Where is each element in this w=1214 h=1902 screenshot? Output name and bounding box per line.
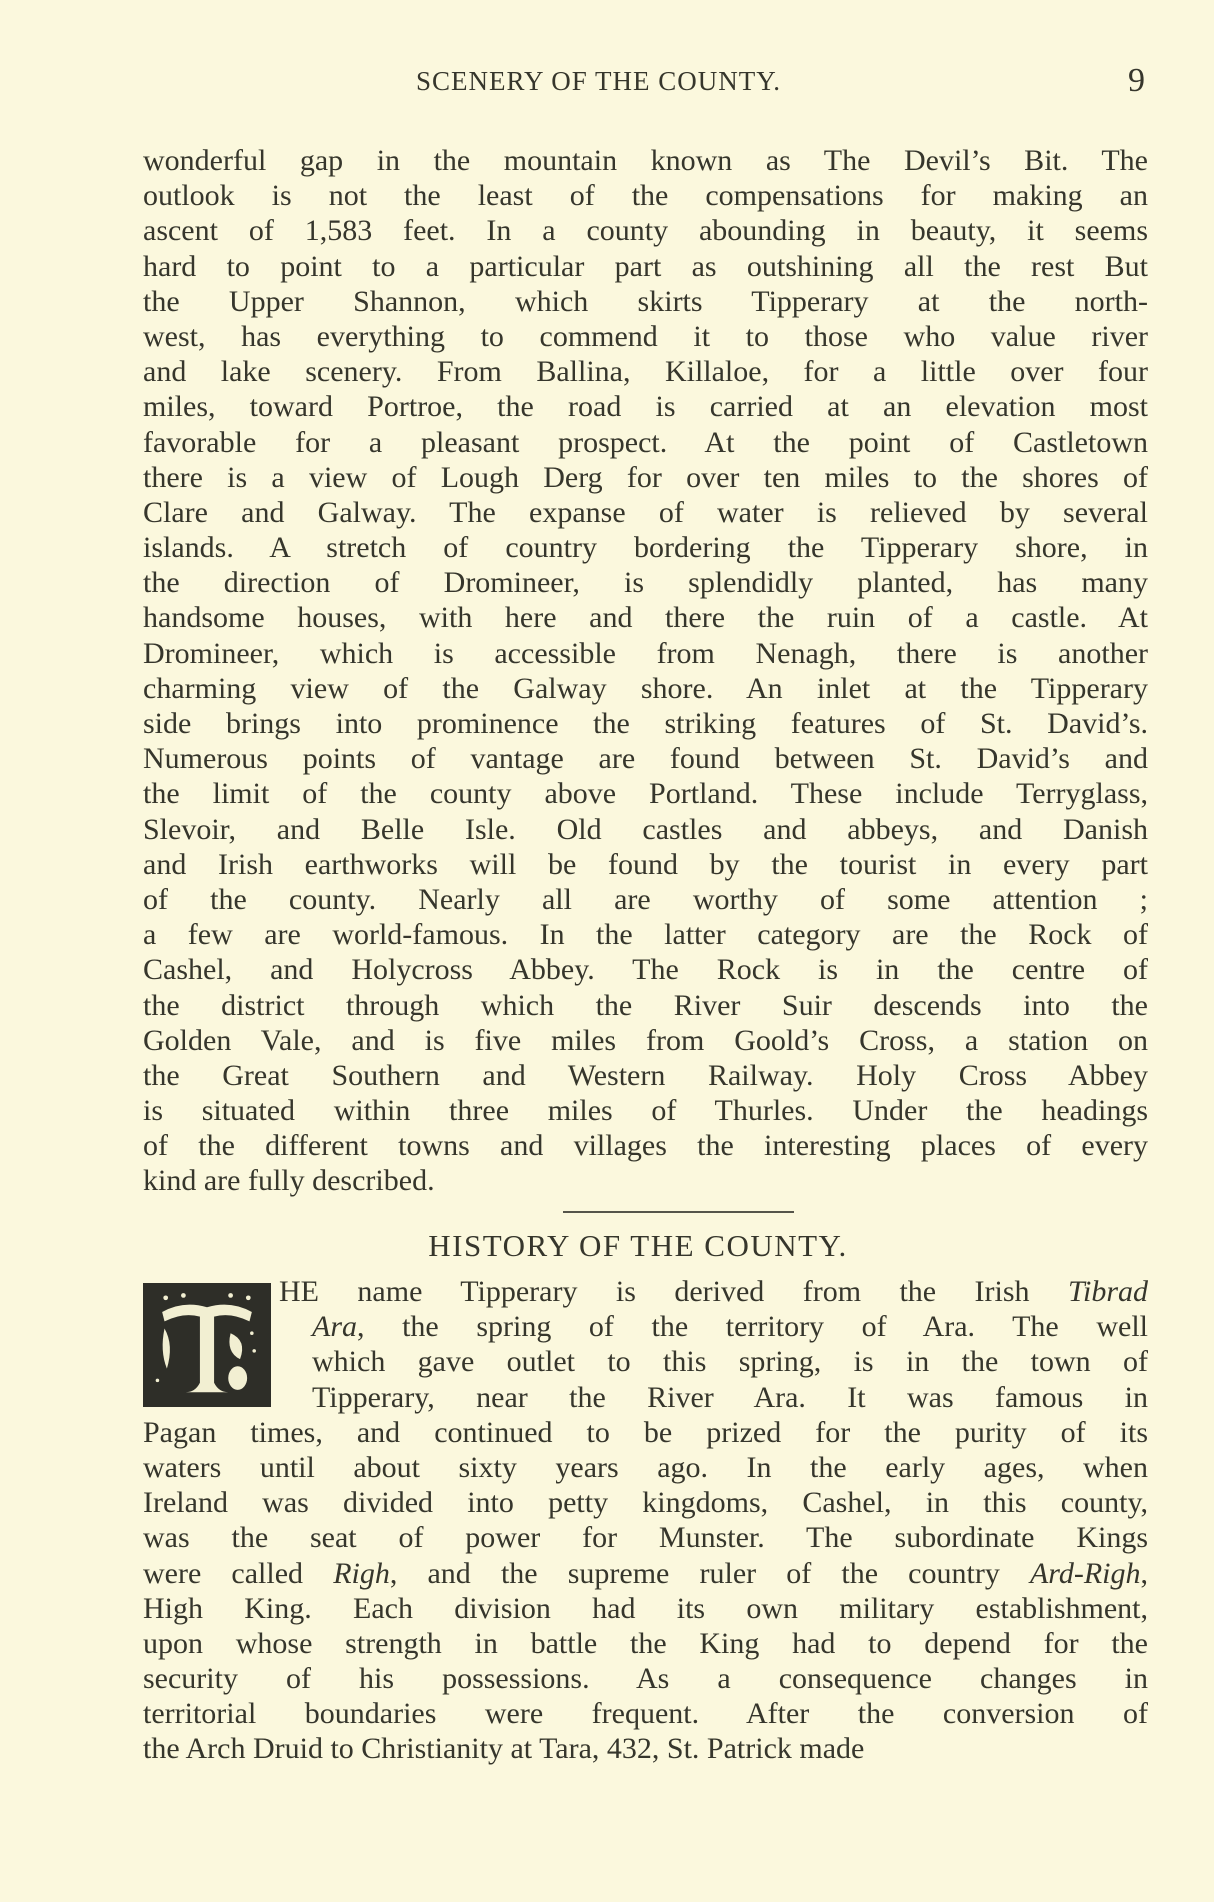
text-line — [143, 776, 1148, 811]
text-segment: upon whose strength in battle the King had to depend for the — [143, 1626, 1148, 1660]
section-divider — [563, 1211, 794, 1213]
text-line — [143, 847, 1148, 882]
text-segment: and lake scenery. From Ballina, Killaloe, for a little over four — [143, 355, 1148, 389]
text-segment: , and the supreme ruler of the country — [389, 1556, 1030, 1590]
text-segment: the limit of the county above Portland. These include Terryglass, — [143, 777, 1148, 811]
italic-term: Ara — [312, 1310, 357, 1344]
text-segment: territorial boundaries were frequent. After the conversion of — [143, 1697, 1148, 1731]
text-segment: the district through which the River Suir descends into the — [143, 988, 1148, 1022]
text-line — [143, 1128, 1148, 1163]
text-segment: the Upper Shannon, which skirts Tipperary at the north- — [143, 284, 1148, 318]
text-segment: of the county. Nearly all are worthy of some attention ; — [143, 882, 1148, 916]
text-segment: outlook is not the least of the compensations for making an — [143, 179, 1148, 213]
text-segment: waters until about sixty years ago. In the early ages, when — [143, 1450, 1148, 1484]
text-line — [143, 1058, 1148, 1093]
section-heading: HISTORY OF THE COUNTY. — [428, 1228, 848, 1263]
scenery-paragraph — [143, 143, 1148, 1199]
text-line — [143, 1556, 1148, 1591]
text-segment: which gave outlet to this spring, is in the town of — [312, 1345, 1148, 1379]
italic-term: Tibrad — [1067, 1275, 1148, 1308]
text-line — [312, 1380, 1148, 1415]
italic-term: Ard-Righ — [1029, 1556, 1141, 1590]
text-segment: , the spring of the territory of Ara. The well — [357, 1310, 1148, 1344]
text-line — [143, 1023, 1148, 1058]
text-line — [143, 389, 1148, 424]
text-line — [143, 213, 1148, 248]
text-line — [143, 1415, 1148, 1450]
text-line — [143, 1696, 1148, 1731]
text-segment: the Arch Druid to Christianity at Tara, 432, St. Patrick made — [143, 1732, 865, 1766]
text-segment: Pagan times, and continued to be prized for the purity of its — [143, 1415, 1148, 1449]
text-segment: of the different towns and villages the interesting places of every — [143, 1129, 1148, 1163]
text-segment: charming view of the Galway shore. An inlet at the Tipperary — [143, 671, 1148, 705]
italic-term: Righ — [333, 1556, 390, 1590]
history-paragraph — [143, 1274, 1148, 1767]
text-line — [143, 565, 1148, 600]
text-line — [143, 882, 1148, 917]
text-line — [143, 1591, 1148, 1626]
text-line — [143, 1520, 1148, 1555]
text-line — [143, 319, 1148, 354]
text-line — [143, 460, 1148, 495]
text-segment: was the seat of power for Munster. The subordinate Kings — [143, 1521, 1148, 1555]
text-segment: wonderful gap in the mountain known as The Devil’s Bit. The — [143, 144, 1148, 177]
text-segment: Cashel, and Holycross Abbey. The Rock is in the centre of — [143, 953, 1148, 987]
text-line — [312, 1344, 1148, 1379]
text-segment: a few are world-famous. In the latter category are the Rock of — [143, 918, 1148, 952]
text-line — [143, 1450, 1148, 1485]
text-line — [143, 600, 1148, 635]
text-segment: handsome houses, with here and there the ruin of a castle. At — [143, 601, 1148, 635]
text-line — [312, 1309, 1148, 1344]
text-segment: Tipperary, near the River Ara. It was famous in — [312, 1380, 1148, 1414]
text-segment: Slevoir, and Belle Isle. Old castles and abbeys, and Danish — [143, 812, 1148, 846]
text-segment: there is a view of Lough Derg for over ten miles to the shores of — [143, 460, 1148, 494]
text-line — [143, 495, 1148, 530]
text-segment: , — [1140, 1556, 1149, 1590]
running-head: SCENERY OF THE COUNTY. — [416, 66, 782, 96]
text-segment: ascent of 1,583 feet. In a county abounding in beauty, it seems — [143, 214, 1148, 248]
text-line — [143, 741, 1148, 776]
text-line — [143, 952, 1148, 987]
text-segment: security of his possessions. As a consequence changes in — [143, 1662, 1148, 1696]
text-segment: Numerous points of vantage are found between St. David’s and — [143, 742, 1148, 776]
text-line — [143, 284, 1148, 319]
text-line — [143, 354, 1148, 389]
text-segment: west, has everything to commend it to those who value river — [143, 319, 1148, 353]
text-segment: Golden Vale, and is five miles from Goold’s Cross, a station on — [143, 1023, 1148, 1057]
text-segment: the direction of Dromineer, is splendidly planted, has many — [143, 566, 1148, 600]
text-line — [143, 988, 1148, 1023]
text-line — [143, 143, 1148, 178]
text-line — [143, 636, 1148, 671]
text-segment: favorable for a pleasant prospect. At the point of Castletown — [143, 425, 1148, 459]
text-line — [143, 178, 1148, 213]
text-line — [143, 530, 1148, 565]
text-line — [279, 1274, 1148, 1309]
text-line — [143, 706, 1148, 741]
text-segment: Clare and Galway. The expanse of water is relieved by several — [143, 495, 1148, 529]
text-segment: kind are fully described. — [143, 1164, 435, 1198]
page-number: 9 — [1128, 62, 1145, 99]
text-line — [143, 1626, 1148, 1661]
text-segment: the Great Southern and Western Railway. Holy Cross Abbey — [143, 1058, 1148, 1092]
text-line — [143, 1163, 1148, 1198]
text-line — [143, 812, 1148, 847]
text-line — [143, 1093, 1148, 1128]
text-line — [143, 425, 1148, 460]
text-segment: Ireland was divided into petty kingdoms, Cashel, in this county, — [143, 1486, 1148, 1520]
text-segment: HE name Tipperary is derived from the Irish — [279, 1275, 1068, 1308]
text-line — [143, 1485, 1148, 1520]
text-line — [143, 917, 1148, 952]
text-segment: High King. Each division had its own military establishment, — [143, 1591, 1148, 1625]
text-segment: and Irish earthworks will be found by the tourist in every part — [143, 847, 1148, 881]
text-segment: miles, toward Portroe, the road is carried at an elevation most — [143, 390, 1148, 424]
text-segment: were called — [143, 1556, 334, 1590]
text-segment: is situated within three miles of Thurles. Under the headings — [143, 1094, 1148, 1128]
text-line — [143, 1661, 1148, 1696]
text-line — [143, 249, 1148, 284]
text-segment: islands. A stretch of country bordering the Tipperary shore, in — [143, 531, 1148, 565]
text-line — [143, 671, 1148, 706]
text-segment: hard to point to a particular part as outshining all the rest But — [143, 249, 1148, 283]
text-segment: Dromineer, which is accessible from Nenagh, there is another — [143, 636, 1148, 670]
text-line — [143, 1731, 1148, 1766]
text-segment: side brings into prominence the striking features of St. David’s. — [143, 707, 1148, 740]
